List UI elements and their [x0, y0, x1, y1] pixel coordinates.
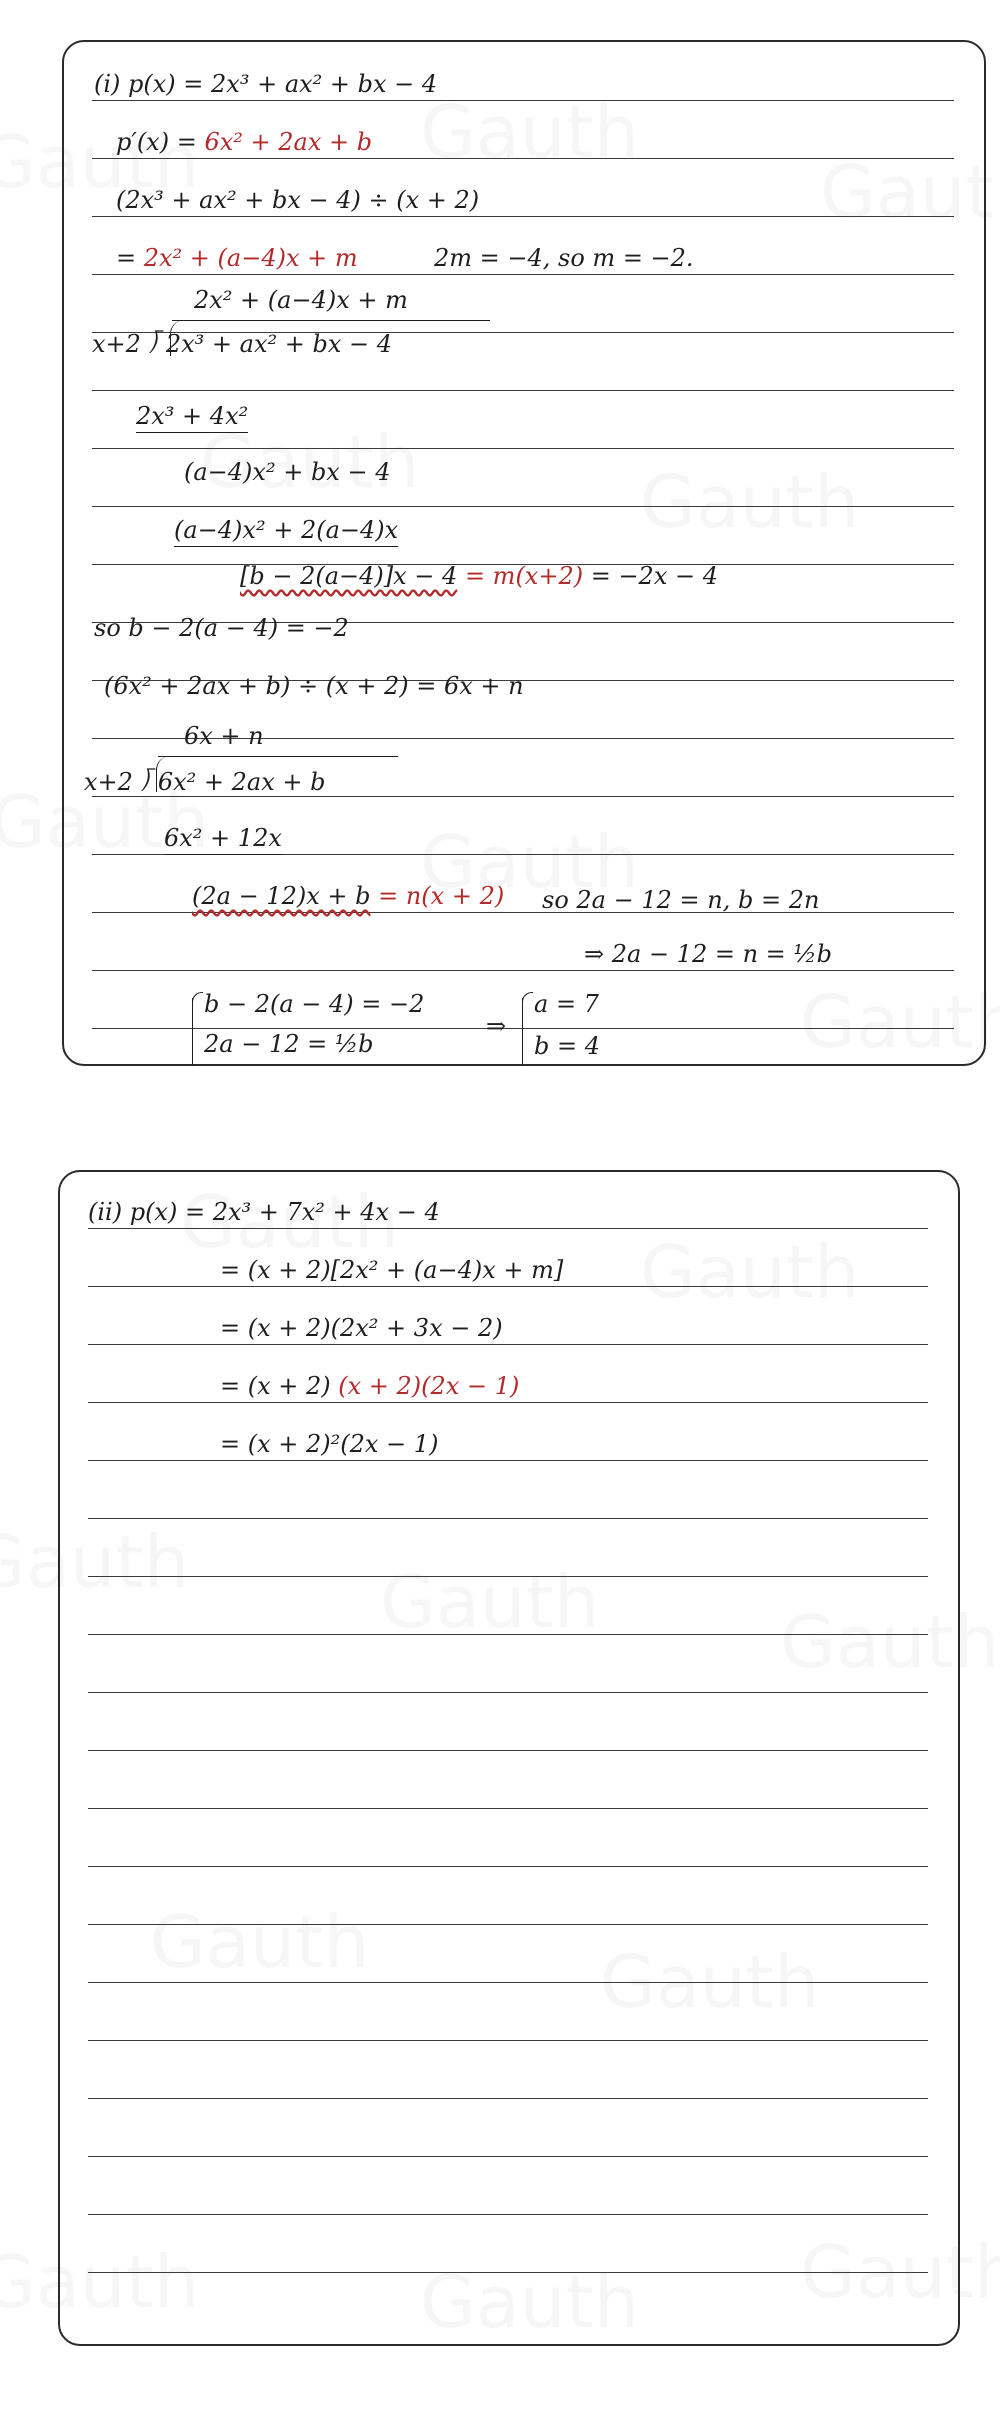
- derivative-division-setup: (6x² + 2ax + b) ÷ (x + 2) = 6x + n: [104, 672, 524, 700]
- system-brace-left: [192, 998, 193, 1066]
- equation-1: so b − 2(a − 4) = −2: [94, 614, 349, 642]
- line-p-definition: (i) p(x) = 2x³ + ax² + bx − 4: [94, 70, 438, 98]
- long-division-dividend-1: x+2 ⟌ 2x³ + ax² + bx − 4: [92, 330, 393, 358]
- remainder-expression-2: (2a − 12)x + b: [192, 882, 371, 910]
- m-value-note: 2m = −4, so m = −2.: [434, 244, 694, 272]
- remainder-value: = −2x − 4: [583, 562, 718, 590]
- long-division-quotient-1: 2x² + (a−4)x + m: [194, 286, 408, 314]
- factor-final: = (x + 2)²(2x − 1): [220, 1430, 439, 1458]
- equals-sign: =: [116, 244, 144, 272]
- worksheet-part-i: [62, 40, 986, 1066]
- division-bar-1: [172, 320, 490, 321]
- n-relations: so 2a − 12 = n, b = 2n: [542, 886, 820, 914]
- division-bar-2: [158, 756, 398, 757]
- line-p-factored-start: (ii) p(x) = 2x³ + 7x² + 4x − 4: [88, 1198, 440, 1226]
- factor-step-3-second: (x + 2)(2x − 1): [330, 1372, 520, 1400]
- division-step-1: 2x³ + 4x²: [136, 404, 248, 428]
- worksheet-part-ii: [58, 1170, 960, 2346]
- system-equation-1: b − 2(a − 4) = −2: [204, 990, 425, 1018]
- division-remainder-1: [240, 564, 718, 588]
- derivative-lhs: p′(x) =: [116, 128, 205, 156]
- factor-step-3: [220, 1374, 519, 1398]
- combined-relation: ⇒ 2a − 12 = n = ½b: [584, 940, 833, 968]
- long-division-quotient-2: 6x + n: [184, 722, 264, 750]
- derivative-rhs: 6x² + 2ax + b: [204, 128, 373, 156]
- implies-arrow: ⇒: [486, 1012, 507, 1040]
- remainder-equals-m: = m(x+2): [457, 562, 584, 590]
- long-division-dividend-2: x+2 ⟌ 6x² + 2ax + b: [84, 768, 326, 796]
- factor-step-3-first: = (x + 2): [220, 1372, 331, 1400]
- division-remainder-2: [192, 884, 504, 908]
- quotient-expression: 2x² + (a−4)x + m: [143, 244, 358, 272]
- system-equation-2: 2a − 12 = ½b: [204, 1030, 374, 1058]
- factor-step-1: = (x + 2)[2x² + (a−4)x + m]: [220, 1256, 564, 1284]
- factor-step-2: = (x + 2)(2x² + 3x − 2): [220, 1314, 503, 1342]
- division-step-2: (a−4)x² + bx − 4: [184, 458, 391, 486]
- division-step-4: 6x² + 12x: [164, 826, 282, 850]
- solution-b: b = 4: [534, 1032, 600, 1060]
- system-brace-right: [522, 998, 523, 1066]
- line-derivative: [116, 130, 372, 154]
- remainder-expression: [b − 2(a−4)]x − 4: [240, 562, 458, 590]
- remainder-equals-n: = n(x + 2): [370, 882, 505, 910]
- line-division-setup: (2x³ + ax² + bx − 4) ÷ (x + 2): [116, 186, 480, 214]
- division-step-3: (a−4)x² + 2(a−4)x: [174, 518, 398, 542]
- solution-a: a = 7: [534, 990, 599, 1018]
- line-quotient-result: [116, 246, 358, 270]
- ruled-lines: [60, 1172, 958, 2344]
